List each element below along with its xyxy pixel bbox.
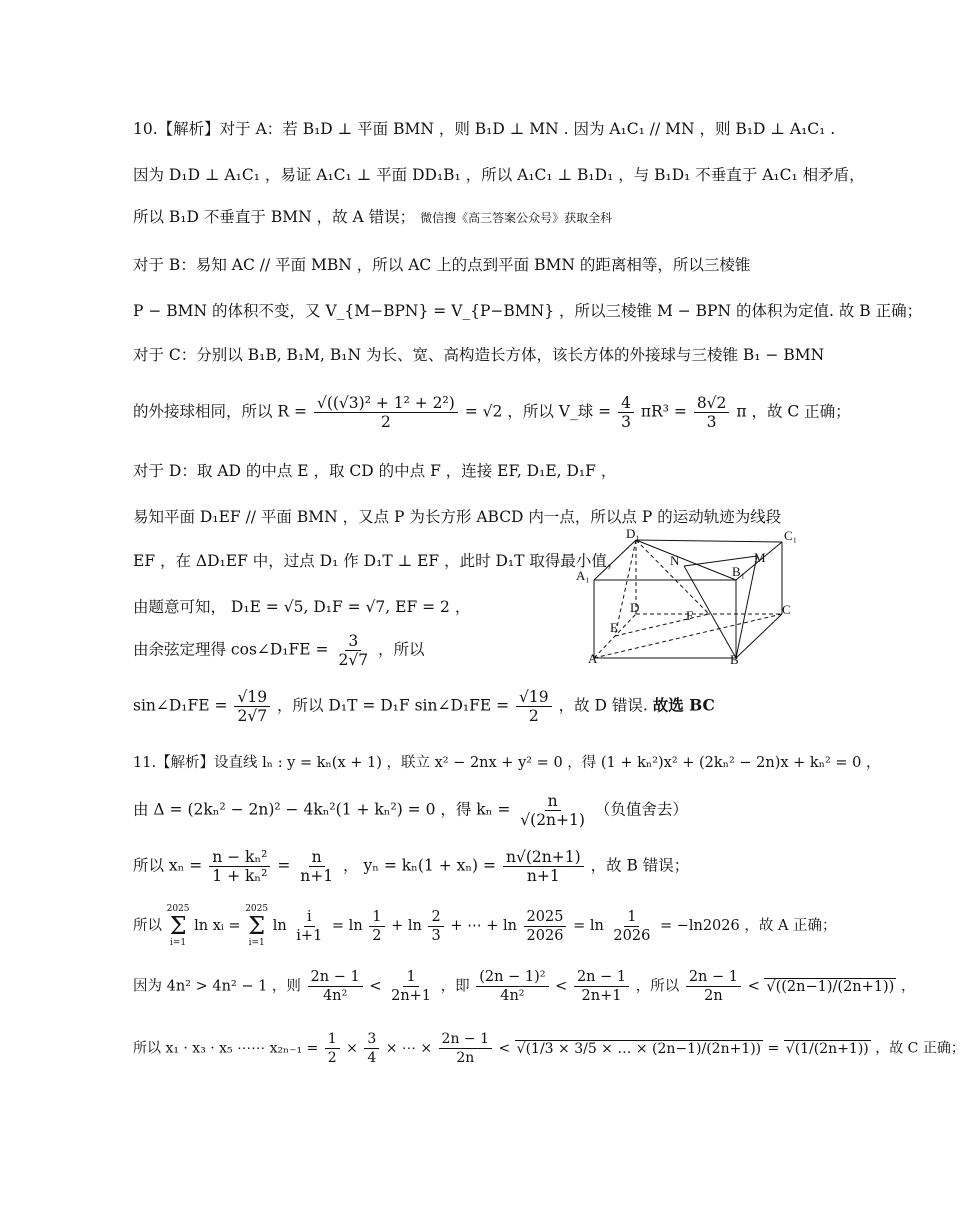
line-10c: [133, 206, 612, 229]
line-11e: [133, 968, 915, 1005]
label-a1: A₁: [576, 568, 590, 583]
fraction: [516, 688, 552, 725]
sum-upper: 2025: [245, 904, 269, 914]
text: ，故 B 错误；: [590, 856, 690, 875]
numerator: √((√3)² + 1² + 2²): [314, 394, 458, 413]
text: ，即: [440, 978, 470, 995]
denominator: 2026: [613, 927, 651, 944]
fraction: [694, 394, 730, 431]
answer-text: 故选 BC: [652, 695, 715, 715]
label-b1: B₁: [732, 564, 746, 579]
numerator: (2n − 1)²: [476, 968, 548, 987]
line-10e: P − BMN 的体积不变，又 V_{M−BPN} = V_{P−BMN} ，所以三棱锥 M − BPN 的体积为定值. 故 B 正确；: [133, 302, 923, 320]
sum-lower: i=1: [169, 938, 187, 948]
watermark-text: 微信搜《高三答案公众号》获取全科: [420, 211, 613, 225]
fraction: [428, 908, 443, 945]
text: 的外接球相同，所以 R =: [133, 402, 308, 421]
line-11a: 11.【解析】设直线 lₙ : y = kₙ(x + 1) ，联立 x² − 2nx + y² = 0 ，得 (1 + kₙ²)x² + (2kₙ² − 2n)x + kₙ² = 0 ，: [133, 755, 881, 771]
summation: 2025 Σ i=1: [166, 904, 190, 948]
text: = ln: [573, 918, 604, 934]
square-root: √(1/(2n+1)): [785, 1040, 869, 1057]
edge-n-m: [684, 556, 757, 566]
fraction-radius: [314, 394, 458, 431]
numerator: n − kₙ²: [209, 848, 270, 867]
fraction: [517, 792, 588, 829]
text: =: [277, 856, 291, 875]
fraction: [335, 632, 371, 669]
denominator: 2√7: [237, 707, 268, 725]
text: sin∠D₁FE =: [133, 696, 228, 715]
text: π ，故 C 正确；: [736, 402, 851, 421]
denominator: 2√7: [338, 651, 369, 669]
fraction: [293, 908, 325, 945]
square-root: √(1/3 × 3/5 × … × (2n−1)/(2n+1)): [516, 1040, 762, 1057]
denominator: 2n+1: [581, 988, 622, 1004]
numerator: 8√2: [694, 394, 730, 413]
denominator: n+1: [526, 867, 560, 885]
numerator: 2025: [524, 908, 567, 927]
denominator: 1 + kₙ²: [212, 867, 268, 885]
text: ln xᵢ =: [194, 918, 241, 934]
line-11f: [133, 1030, 965, 1067]
numerator: 2n − 1: [574, 968, 629, 987]
text: 因为 4n² > 4n² − 1 ，则: [133, 978, 301, 995]
denominator: 2: [372, 927, 382, 944]
segment-ef-hidden: [615, 614, 709, 636]
denominator: 2: [528, 707, 539, 725]
numerator: √19: [234, 688, 270, 707]
line-10k: 由题意可知， D₁E = √5, D₁F = √7, EF = 2 ，: [133, 598, 471, 616]
line-10g: [133, 394, 851, 431]
text: + ln: [391, 918, 422, 934]
fraction: [476, 968, 548, 1005]
denominator: 3: [431, 927, 441, 944]
text: 所以 xₙ =: [133, 856, 203, 875]
numerator: 1: [624, 908, 639, 927]
label-m: M: [754, 550, 766, 565]
edge-d1-b1: [636, 540, 736, 580]
fraction: [439, 1030, 492, 1067]
fraction: [209, 848, 270, 885]
fraction: [308, 968, 363, 1005]
denominator: 2: [380, 413, 391, 431]
numerator: 2n − 1: [308, 968, 363, 987]
label-f: F: [686, 608, 694, 623]
text: ，故 D 错误.: [558, 696, 648, 715]
line-10h: 对于 D：取 AD 的中点 E ，取 CD 的中点 F ，连接 EF, D₁E, D₁F ，: [133, 462, 617, 480]
edge-a1-d1: [594, 540, 636, 580]
text: ，所以: [635, 978, 680, 995]
fraction: [574, 968, 629, 1005]
text: ，所以: [378, 640, 425, 659]
denominator: 3: [621, 413, 631, 431]
label-c1: C₁: [784, 528, 798, 543]
text: ln: [272, 918, 287, 934]
line-10m: [133, 688, 715, 725]
fraction: [325, 1030, 340, 1067]
denominator: 3: [706, 413, 717, 431]
text: × ⋯ ×: [385, 1040, 433, 1057]
label-c: C: [782, 602, 791, 617]
edge-d1-c1: [636, 540, 782, 542]
numerator: 2: [428, 908, 443, 927]
numerator: 4: [618, 394, 634, 413]
text: 由 Δ = (2kₙ² − 2n)² − 4kₙ²(1 + kₙ²) = 0 ，得 kₙ =: [133, 800, 511, 819]
cuboid-figure: [572, 528, 808, 670]
text: =: [767, 1040, 780, 1057]
numerator: n: [545, 792, 561, 811]
summation: 2025 Σ i=1: [245, 904, 269, 948]
numerator: 1: [403, 968, 418, 987]
text: 所以: [133, 918, 162, 934]
text: <: [498, 1040, 511, 1057]
numerator: 2n − 1: [439, 1030, 492, 1049]
denominator: i+1: [296, 927, 323, 944]
fraction: [610, 908, 653, 945]
segment-d1f-hidden: [636, 540, 709, 614]
numerator: 3: [345, 632, 361, 651]
denominator: n+1: [300, 867, 334, 885]
numerator: 2n − 1: [686, 968, 741, 987]
text: ，所以 D₁T = D₁F sin∠D₁FE =: [277, 696, 510, 715]
label-n: N: [670, 553, 680, 568]
fraction: [234, 688, 270, 725]
line-10i: 易知平面 D₁EF // 平面 BMN ，又点 P 为长方形 ABCD 内一点，所以点 P 的运动轨迹为线段: [133, 508, 782, 526]
line-11c: [133, 848, 689, 885]
fraction: [503, 848, 584, 885]
line-10a: 10.【解析】对于 A：若 B₁D ⊥ 平面 BMN ，则 B₁D ⊥ MN . 因为 A₁C₁ // MN ，则 B₁D ⊥ A₁C₁ .: [133, 120, 836, 138]
text: （负值舍去）: [594, 800, 688, 819]
line-11d: [133, 904, 837, 948]
denominator: 2n: [456, 1050, 475, 1066]
denominator: √(2n+1): [520, 811, 585, 829]
fraction: [297, 848, 336, 885]
denominator: 2n: [704, 988, 723, 1004]
numerator: √19: [516, 688, 552, 707]
numerator: i: [304, 908, 315, 927]
fraction: [524, 908, 567, 945]
text: πR³ =: [640, 402, 687, 421]
numerator: 1: [369, 908, 384, 927]
fraction: [686, 968, 741, 1005]
text: 由余弦定理得 cos∠D₁FE =: [133, 640, 329, 659]
denominator: 4n²: [322, 988, 348, 1004]
text: ， yₙ = kₙ(1 + xₙ) =: [343, 856, 497, 875]
fraction: [618, 394, 634, 431]
denominator: 4n²: [500, 988, 525, 1004]
text: = ln: [331, 918, 363, 934]
sum-upper: 2025: [166, 904, 190, 914]
label-b: B: [730, 652, 739, 667]
sum-lower: i=1: [248, 938, 265, 948]
text: ×: [346, 1040, 358, 1057]
numerator: n√(2n+1): [503, 848, 584, 867]
line-10j: EF ，在 ΔD₁EF 中，过点 D₁ 作 D₁T ⊥ EF ，此时 D₁T 取得最小值，: [133, 552, 623, 570]
line-10f: 对于 C：分别以 B₁B, B₁M, B₁N 为长、宽、高构造长方体，该长方体的外接球与三棱锥 B₁ − BMN: [133, 346, 825, 364]
fraction: [364, 1030, 379, 1067]
line-10b: 因为 D₁D ⊥ A₁C₁ ，易证 A₁C₁ ⊥ 平面 DD₁B₁ ，所以 A₁C₁ ⊥ B₁D₁ ，与 B₁D₁ 不垂直于 A₁C₁ 相矛盾，: [133, 166, 865, 184]
text: ，: [900, 978, 916, 995]
denominator: 2n+1: [391, 988, 432, 1004]
text: = −ln2026 ，故 A 正确；: [659, 918, 837, 934]
text: ，故 C 正确；: [875, 1040, 965, 1057]
denominator: 4: [367, 1050, 377, 1066]
label-e: E: [610, 620, 618, 635]
edge-b-c: [736, 614, 782, 658]
numerator: n: [309, 848, 325, 867]
line-10d: 对于 B：易知 AC // 平面 MBN ，所以 AC 上的点到平面 BMN 的距离相等，所以三棱锥: [133, 256, 751, 274]
label-d1: D₁: [626, 526, 640, 541]
text: = √2 ，所以 V_球 =: [464, 402, 612, 421]
text: <: [555, 978, 568, 995]
fraction: [369, 908, 384, 945]
line-10l: [133, 632, 425, 669]
numerator: 3: [364, 1030, 379, 1049]
line-11b: [133, 792, 688, 829]
denominator: 2: [327, 1050, 337, 1066]
numerator: 1: [325, 1030, 340, 1049]
label-a: A: [588, 651, 598, 666]
text: <: [369, 978, 382, 995]
denominator: 2026: [526, 927, 564, 944]
segment-d1e-hidden: [615, 540, 636, 636]
text: <: [747, 978, 760, 995]
fraction: [388, 968, 434, 1005]
text: 所以 x₁ · x₃ · x₅ ⋯⋯ x₂ₙ₋₁ =: [133, 1040, 319, 1057]
square-root: √((2n−1)/(2n+1)): [766, 978, 895, 995]
label-d: D: [630, 600, 640, 615]
text: 所以 B₁D 不垂直于 BMN ，故 A 错误；: [133, 208, 416, 226]
text: + ⋯ + ln: [450, 918, 517, 934]
